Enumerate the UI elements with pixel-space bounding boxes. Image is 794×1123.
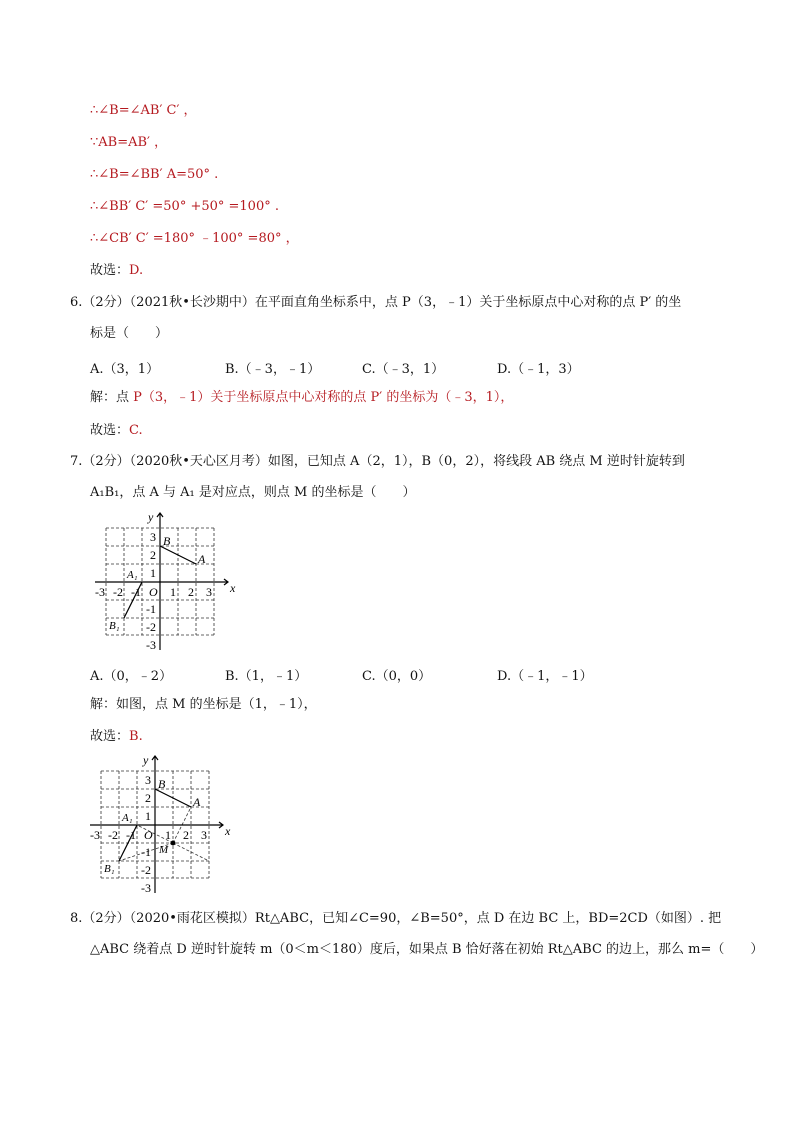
solution-line: ∴∠BB′ C′ =50° +50° =100° .: [90, 199, 279, 214]
answer-line: [90, 263, 143, 279]
point-label-a: A: [198, 552, 206, 566]
tick-label: -2: [113, 585, 123, 599]
x-axis-label: x: [225, 824, 231, 838]
tick-label: 3: [145, 773, 151, 787]
tick-label: 1: [170, 585, 176, 599]
tick-label: -3: [146, 638, 156, 652]
point-label-b1: B₁: [104, 863, 115, 875]
tick-label: 3: [150, 530, 156, 544]
point-label-a1: A₁: [127, 569, 138, 581]
answer-label: 故选：: [90, 263, 130, 278]
tick-label: 3: [201, 828, 207, 842]
question-7-stem-cont: A₁B₁，点 A 与 A₁ 是对应点，则点 M 的坐标是（ ）: [90, 485, 416, 500]
solution-prefix: 解：点: [90, 390, 134, 405]
option-c[interactable]: C.（﹣3，1）: [362, 362, 445, 377]
question-8-stem-cont: △ABC 绕着点 D 逆时针旋转 m（0＜m＜180）度后，如果点 B 恰好落在初始 Rt△ABC 的边上，那么 m=（ ）: [90, 942, 764, 957]
point-label-b: B: [163, 534, 171, 548]
point-label-a: A: [193, 795, 201, 809]
question-6-stem-cont: 标是（ ）: [90, 326, 169, 341]
tick-label: 3: [206, 585, 212, 599]
option-c[interactable]: C.（0，0）: [362, 669, 432, 684]
tick-label: -1: [131, 585, 141, 599]
tick-label: 2: [145, 791, 151, 805]
y-axis-label: y: [143, 753, 149, 767]
tick-label: -1: [146, 602, 156, 616]
question-7-stem: 7.（2分）（2020秋•天心区月考）如图，已知点 A（2，1），B（0，2），将线段 AB 绕点 M 逆时针旋转到: [70, 454, 685, 469]
option-d[interactable]: D.（﹣1，﹣1）: [497, 669, 593, 684]
answer-value: C.: [129, 423, 143, 438]
solution-line: ∴∠CB′ C′ =180° ﹣100° =80° ，: [90, 231, 299, 246]
tick-label: -1: [126, 828, 136, 842]
tick-label: 1: [145, 809, 151, 823]
option-a[interactable]: A.（0，﹣2）: [90, 669, 173, 684]
question-8-stem: 8.（2分）（2020•雨花区模拟）Rt△ABC，已知∠C=90，∠B=50°，点 D 在边 BC 上，BD=2CD（如图）. 把: [70, 911, 722, 926]
solution-line: ∵AB=AB′ ，: [90, 135, 168, 150]
tick-label: -3: [141, 881, 151, 895]
option-d[interactable]: D.（﹣1，3）: [497, 362, 580, 377]
x-axis-label: x: [230, 581, 236, 595]
question-6-stem: 6.（2分）（2021秋•长沙期中）在平面直角坐标系中，点 P（3，﹣1）关于坐标原点中心对称的点 P′ 的坐: [70, 295, 682, 310]
coordinate-graph-2: [85, 748, 235, 898]
point-label-a1: A₁: [122, 812, 133, 824]
tick-label: -1: [141, 845, 151, 859]
solution-line: [90, 390, 513, 406]
coordinate-graph-1: [90, 505, 240, 655]
option-b[interactable]: B.（1，﹣1）: [225, 669, 308, 684]
tick-label: 2: [183, 828, 189, 842]
tick-label: 1: [165, 828, 171, 842]
solution-line: 解：如图，点 M 的坐标是（1，﹣1），: [90, 697, 317, 712]
answer-line: [90, 423, 143, 439]
tick-label: 2: [188, 585, 194, 599]
solution-text: P（3，﹣1）关于坐标原点中心对称的点 P′ 的坐标为（﹣3，1），: [133, 390, 514, 405]
option-b[interactable]: B.（﹣3，﹣1）: [225, 362, 321, 377]
answer-label: 故选：: [90, 423, 130, 438]
tick-label: -2: [146, 620, 156, 634]
tick-label: -2: [108, 828, 118, 842]
y-axis-label: y: [148, 510, 154, 524]
tick-label: 1: [150, 566, 156, 580]
answer-label: 故选：: [90, 729, 130, 744]
option-a[interactable]: A.（3，1）: [90, 362, 160, 377]
point-label-b1: B₁: [109, 620, 120, 632]
tick-label: -3: [95, 585, 105, 599]
answer-value: B.: [129, 729, 143, 744]
center-point-m: [171, 841, 176, 846]
tick-label: -3: [90, 828, 100, 842]
solution-line: ∴∠B=∠AB′ C′ ，: [90, 103, 197, 118]
origin-label: O: [149, 585, 158, 599]
point-label-m: M: [159, 844, 169, 856]
point-label-b: B: [158, 777, 166, 791]
answer-line: [90, 729, 143, 745]
origin-label: O: [144, 828, 153, 842]
solution-line: ∴∠B=∠BB′ A=50° .: [90, 167, 219, 182]
answer-value: D.: [129, 263, 144, 278]
tick-label: -2: [141, 863, 151, 877]
tick-label: 2: [150, 548, 156, 562]
